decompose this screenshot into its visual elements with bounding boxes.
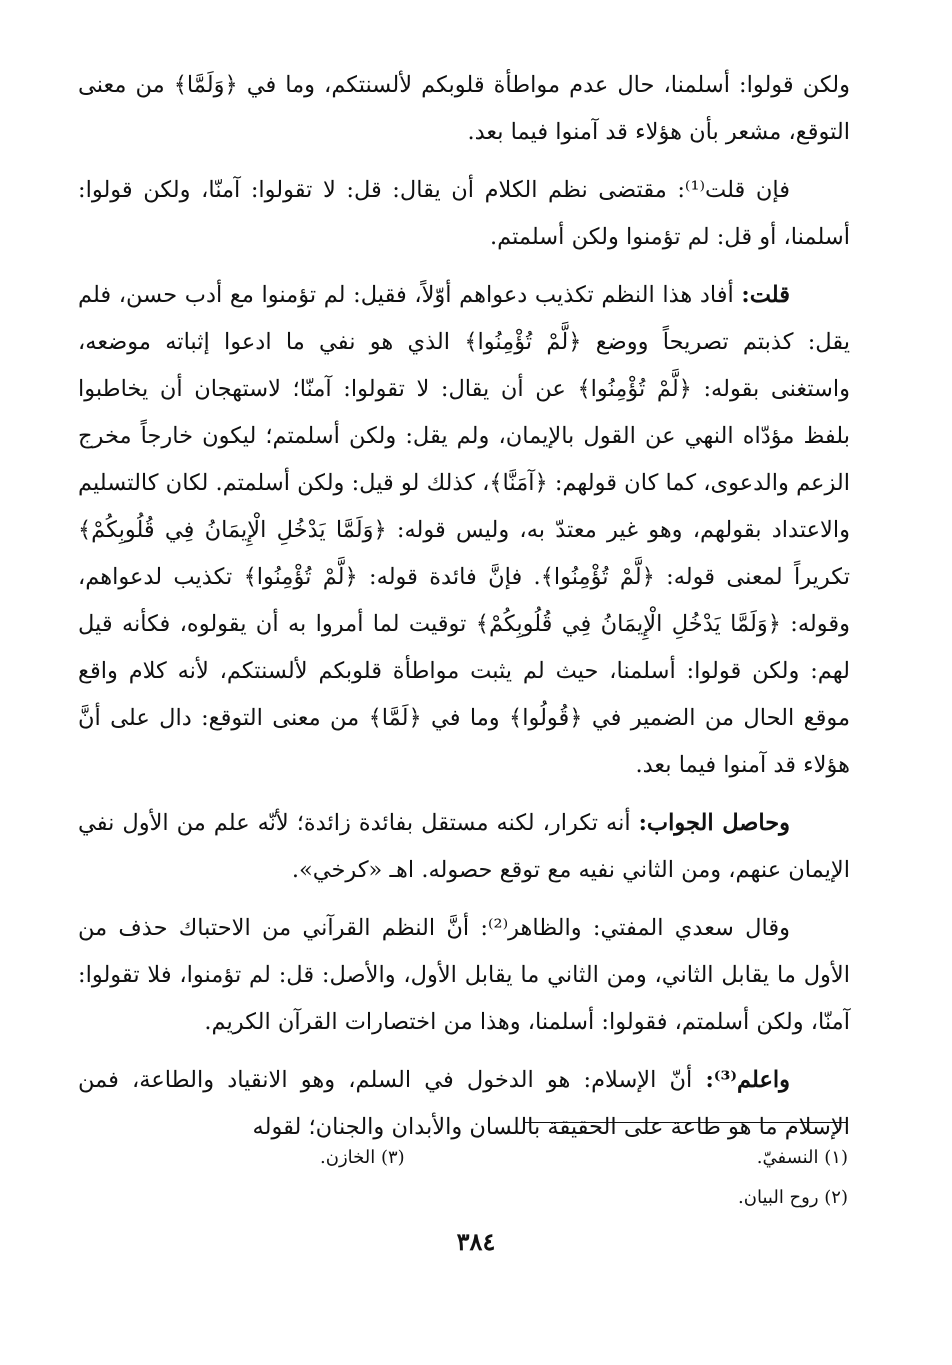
footnote-2: (٢) روح البيان.	[738, 1187, 848, 1208]
paragraph-3	[78, 272, 850, 789]
paragraph-text: أنّ الإسلام: هو الدخول في السلم، وهو الانقياد والطاعة، فمن الإسلام ما هو طاعة على الحقيقة باللسان والأبدان والجنان؛ لقوله	[78, 1067, 850, 1140]
paragraph-text: وقال سعدي المفتي: والظاهر⁽²⁾: أنَّ النظم القرآني من الاحتباك حذف من الأول ما يقابل الثاني، ومن الثاني ما يقابل الأول، والأصل: قل: لم تؤمنوا، فلا تقولوا: آمنّا، ولكن أسلمتم، فقولوا: أسلمنا، وهذا من اختصارات القرآن الكريم.	[78, 915, 850, 1035]
paragraph-text: ولكن قولوا: أسلمنا، حال عدم مواطأة قلوبكم لألسنتكم، وما في ﴿وَلَمَّا﴾ من معنى التوقع، مشعر بأن هؤلاء قد آمنوا فيما بعد.	[78, 72, 850, 145]
paragraph-text: أنه تكرار، لكنه مستقل بفائدة زائدة؛ لأنّه علم من الأول نفي الإيمان عنهم، ومن الثاني نفيه مع توقع حصوله. اهـ «كرخي».	[78, 810, 850, 883]
paragraph-4	[78, 800, 850, 894]
paragraph-lead: قلت:	[741, 282, 790, 308]
footnote-row	[320, 1178, 848, 1218]
footnote-1: (١) النسفيّ.	[756, 1147, 848, 1168]
footnotes	[320, 1138, 848, 1218]
footnote-row	[320, 1138, 848, 1178]
paragraph-2	[78, 167, 850, 261]
paragraph-lead: واعلم⁽³⁾:	[705, 1067, 790, 1093]
paragraph-text: أفاد هذا النظم تكذيب دعواهم أوّلاً، فقيل: لم تؤمنوا مع أدب حسن، فلم يقل: كذبتم تصريحاً ووضع ﴿لَّمْ تُؤْمِنُوا﴾ الذي هو نفي ما ادعوا إثباته موضعه، واستغنى بقوله: ﴿لَّمْ تُؤْمِنُوا﴾ عن أن يقال: لا تقولوا: آمنّا؛ لاستهجان أن يخاطبوا بلفظ مؤدّاه النهي عن القول بالإيمان، ولم يقل: ولكن أسلمتم؛ ليكون خارجاً مخرج الزعم والدعوى، كما كان قولهم: ﴿آمَنَّا﴾، كذلك لو قيل: ولكن أسلمتم. لكان كالتسليم والاعتداد بقولهم، وهو غير معتدّ به، وليس قوله: ﴿وَلَمَّا يَدْخُلِ الْإِيمَانُ فِي قُلُوبِكُمْ﴾ تكريراً لمعنى قوله: ﴿لَّمْ تُؤْمِنُوا﴾. فإنَّ فائدة قوله: ﴿لَّمْ تُؤْمِنُوا﴾ تكذيب لدعواهم، وقوله: ﴿وَلَمَّا يَدْخُلِ الْإِيمَانُ فِي قُلُوبِكُمْ﴾ توقيت لما أمروا به أن يقولوه، فكأنه قيل لهم: ولكن قولوا: أسلمنا، حيث لم يثبت مواطأة قلوبكم لألسنتكم، لأنه كلام واقع موقع الحال من الضمير في ﴿قُولُوا﴾ وما في ﴿لَمَّا﴾ من معنى التوقع: دال على أنَّ هؤلاء قد آمنوا فيما بعد.	[78, 282, 850, 778]
paragraph-6	[78, 1057, 850, 1151]
paragraph-1	[78, 62, 850, 156]
paragraph-lead: وحاصل الجواب:	[638, 810, 790, 836]
paragraph-5	[78, 905, 850, 1046]
page-number: ٣٨٤	[456, 1227, 496, 1256]
paragraph-text: فإن قلت⁽¹⁾: مقتضى نظم الكلام أن يقال: قل: لا تقولوا: آمنّا، ولكن قولوا: أسلمنا، أو قل: لم تؤمنوا ولكن أسلمتم.	[78, 177, 850, 250]
footnote-3: (٣) الخازن.	[320, 1147, 405, 1168]
main-text	[78, 62, 850, 1162]
footnote-divider	[525, 1122, 847, 1123]
